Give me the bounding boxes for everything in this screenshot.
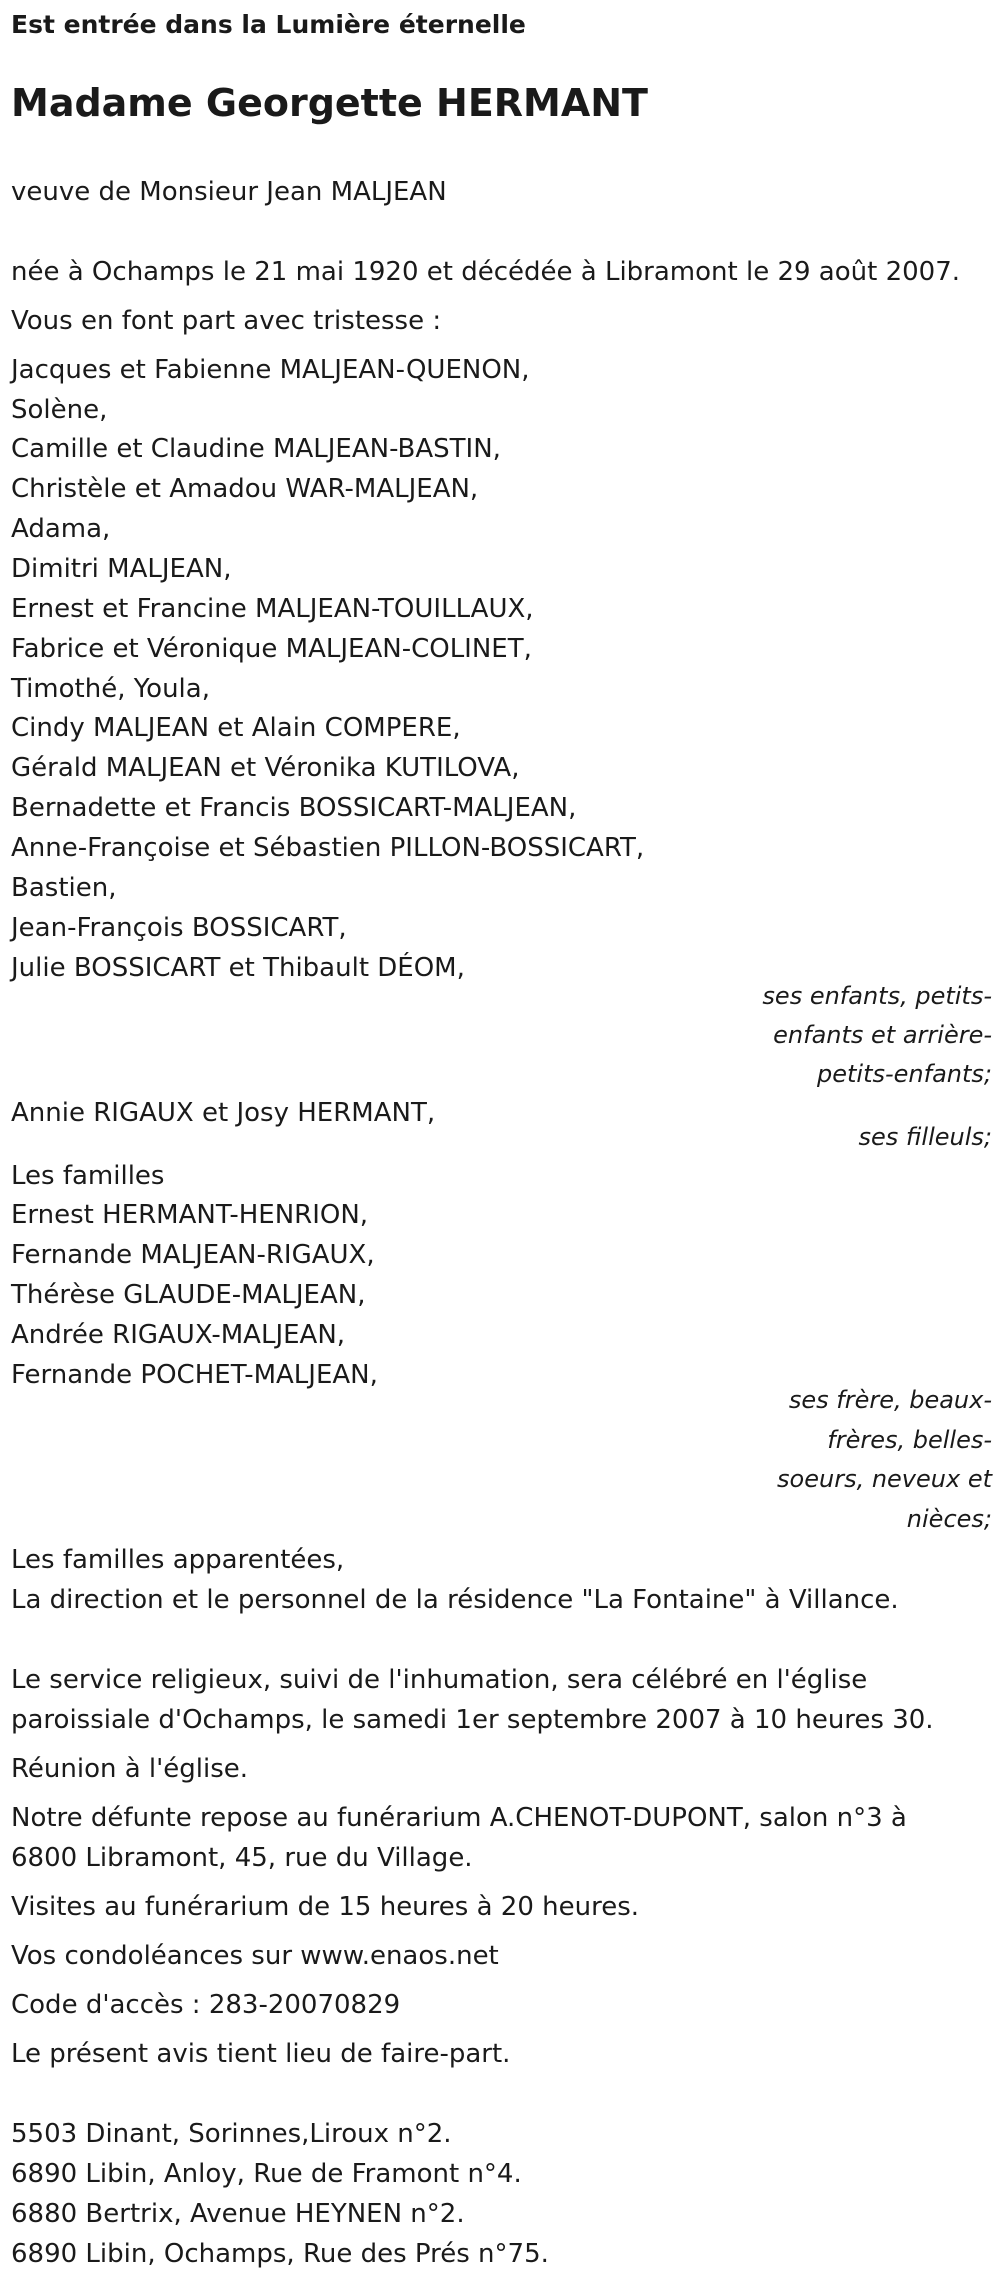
list-item: Christèle et Amadou WAR-MALJEAN, [11,474,479,504]
list-item: Andrée RIGAUX-MALJEAN, [11,1320,346,1350]
list-item: Timothé, Youla, [11,674,210,704]
visits-line: Visites au funérarium de 15 heures à 20 heures. [11,1892,640,1922]
deceased-name: Madame Georgette HERMANT [11,81,648,125]
meeting-line: Réunion à l'église. [11,1754,249,1784]
birth-death-line: née à Ochamps le 21 mai 1920 et décédée à Libramont le 29 août 2007. [11,257,961,287]
list-item: Jean-François BOSSICART, [11,913,347,943]
address-line: 6890 Libin, Anloy, Rue de Framont n°4. [11,2159,522,2189]
address-line: 5503 Dinant, Sorinnes,Liroux n°2. [11,2119,452,2149]
intro-line: Vous en font part avec tristesse : [11,306,442,336]
list-item: Les familles [11,1161,165,1191]
rest-line: 6800 Libramont, 45, rue du Village. [11,1843,473,1873]
rest-line: Notre défunte repose au funérarium A.CHENOT-DUPONT, salon n°3 à [11,1803,907,1833]
relation-label: enfants et arrière- [773,1021,992,1049]
relation-label: ses filleuls; [858,1123,992,1151]
relation-label: nièces; [906,1505,992,1533]
list-item: Camille et Claudine MALJEAN-BASTIN, [11,434,501,464]
relation-label: frères, belles- [827,1426,992,1454]
widow-line: veuve de Monsieur Jean MALJEAN [11,177,447,207]
list-item: La direction et le personnel de la résidence "La Fontaine" à Villance. [11,1585,899,1615]
list-item: Cindy MALJEAN et Alain COMPERE, [11,713,461,743]
list-item: Bernadette et Francis BOSSICART-MALJEAN, [11,793,577,823]
list-item: Fernande MALJEAN-RIGAUX, [11,1240,375,1270]
header-title: Est entrée dans la Lumière éternelle [11,10,526,39]
service-line: Le service religieux, suivi de l'inhumation, sera célébré en l'église [11,1665,868,1695]
list-item: Thérèse GLAUDE-MALJEAN, [11,1280,366,1310]
list-item: Gérald MALJEAN et Véronika KUTILOVA, [11,753,520,783]
list-item: Bastien, [11,873,117,903]
service-line: paroissiale d'Ochamps, le samedi 1er septembre 2007 à 10 heures 30. [11,1705,934,1735]
list-item: Les familles apparentées, [11,1545,345,1575]
relation-label: soeurs, neveux et [777,1465,992,1493]
list-item: Jacques et Fabienne MALJEAN-QUENON, [11,355,530,385]
list-item: Adama, [11,514,111,544]
list-item: Fernande POCHET-MALJEAN, [11,1360,378,1390]
access-code-line: Code d'accès : 283-20070829 [11,1990,401,2020]
address-line: 6890 Libin, Ochamps, Rue des Prés n°75. [11,2239,549,2269]
notice-line: Le présent avis tient lieu de faire-part. [11,2039,511,2069]
relation-label: ses enfants, petits- [762,982,992,1010]
relation-label: ses frère, beaux- [788,1386,992,1414]
condolences-line: Vos condoléances sur www.enaos.net [11,1941,499,1971]
list-item: Ernest HERMANT-HENRION, [11,1200,369,1230]
address-line: 6880 Bertrix, Avenue HEYNEN n°2. [11,2199,465,2229]
list-item: Fabrice et Véronique MALJEAN-COLINET, [11,634,532,664]
list-item: Anne-Françoise et Sébastien PILLON-BOSSICART, [11,833,645,863]
list-item: Annie RIGAUX et Josy HERMANT, [11,1098,436,1128]
relation-label: petits-enfants; [817,1060,992,1088]
list-item: Julie BOSSICART et Thibault DÉOM, [11,953,465,983]
list-item: Dimitri MALJEAN, [11,554,232,584]
list-item: Solène, [11,395,108,425]
list-item: Ernest et Francine MALJEAN-TOUILLAUX, [11,594,534,624]
